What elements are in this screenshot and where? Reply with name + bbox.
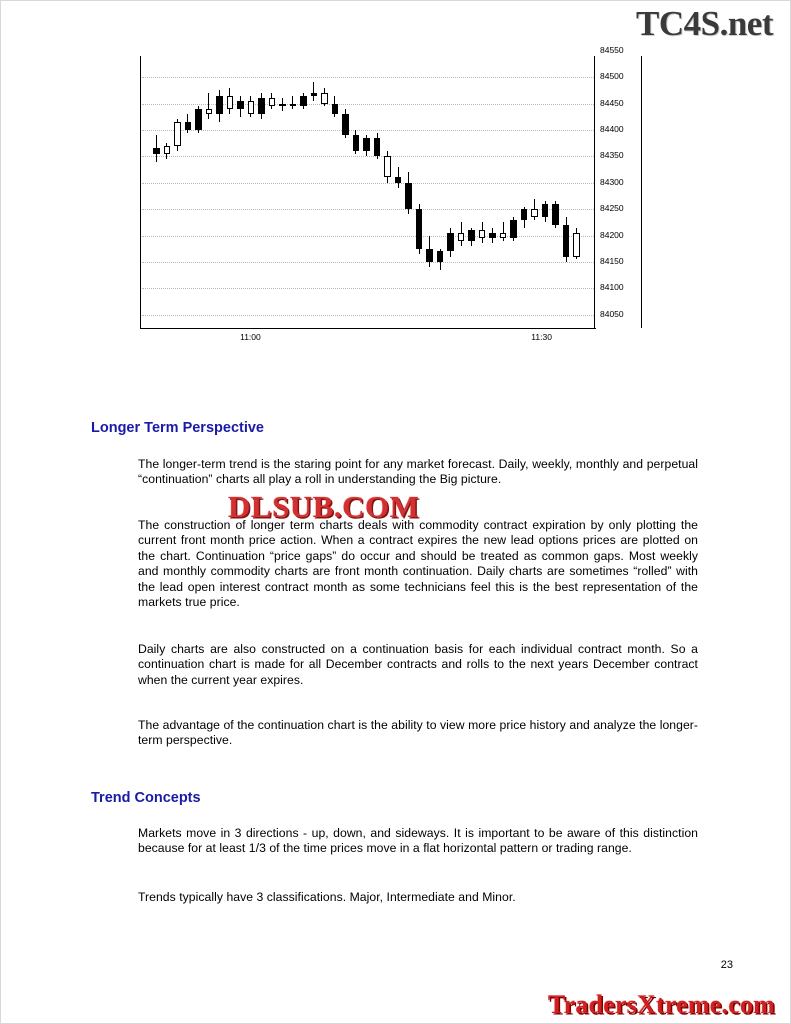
candlestick-body — [573, 233, 580, 257]
candlestick — [405, 56, 412, 328]
paragraph-longer-term-1: The longer-term trend is the staring point for any market forecast. Daily, weekly, monthly and perpetual “continuation” charts all play a roll in understanding the Big picture. — [138, 457, 698, 487]
candlestick-body — [185, 122, 192, 130]
candlestick-body — [510, 220, 517, 238]
candlestick-body — [500, 233, 507, 238]
section-heading-longer-term-perspective: Longer Term Perspective — [91, 420, 264, 436]
candlestick-body — [290, 104, 297, 107]
candlestick — [426, 56, 433, 328]
candlestick — [531, 56, 538, 328]
paragraph-longer-term-3: Daily charts are also constructed on a continuation basis for each individual contract month. So a continuation chart is made for all December contracts and rolls to the next years December contract when the current year expires. — [138, 642, 698, 687]
center-watermark: DLSUB.COM — [228, 489, 420, 524]
candlestick — [458, 56, 465, 328]
candlestick — [174, 56, 181, 328]
candlestick-body — [416, 209, 423, 249]
footer-brand-watermark: TradersXtreme.com — [548, 990, 775, 1019]
chart-x-tick-label: 11:30 — [531, 332, 552, 342]
candlestick — [279, 56, 286, 328]
candlestick-body — [300, 96, 307, 107]
chart-x-tick-label: 11:00 — [240, 332, 261, 342]
candlestick — [195, 56, 202, 328]
candlestick — [342, 56, 349, 328]
chart-y-axis-labels — [598, 44, 642, 328]
candlestick-body — [552, 204, 559, 225]
candlestick-body — [531, 209, 538, 217]
candlestick — [311, 56, 318, 328]
paragraph-trend-2: Trends typically have 3 classifications. Major, Intermediate and Minor. — [138, 890, 516, 904]
paragraph-longer-term-4: The advantage of the continuation chart is the ability to view more price history and analyze the longer-term perspective. — [138, 718, 698, 748]
candlestick-body — [542, 204, 549, 217]
candlestick — [185, 56, 192, 328]
candlestick-body — [489, 233, 496, 238]
candlestick — [552, 56, 559, 328]
candlestick-wick — [208, 93, 209, 119]
chart-y-tick-label: 84550 — [600, 44, 624, 55]
candlestick-body — [269, 98, 276, 106]
candlestick — [510, 56, 517, 328]
price-chart — [140, 44, 640, 348]
candlestick — [468, 56, 475, 328]
candlestick-body — [437, 251, 444, 262]
candlestick — [164, 56, 171, 328]
candlestick — [269, 56, 276, 328]
candlestick — [353, 56, 360, 328]
chart-y-tick-label: 84450 — [600, 97, 624, 108]
candlestick — [437, 56, 444, 328]
candlestick-body — [426, 249, 433, 262]
candlestick-body — [153, 148, 160, 153]
candlestick-body — [342, 114, 349, 135]
chart-y-tick-label: 84400 — [600, 123, 624, 134]
candlestick — [258, 56, 265, 328]
candlestick-body — [321, 93, 328, 104]
candlestick-body — [174, 122, 181, 146]
candlestick — [237, 56, 244, 328]
candlestick — [300, 56, 307, 328]
candlestick-body — [458, 233, 465, 241]
chart-y-tick-label: 84100 — [600, 282, 624, 293]
candlestick-body — [563, 225, 570, 257]
candlestick-body — [521, 209, 528, 220]
candlestick-body — [479, 230, 486, 238]
candlestick — [416, 56, 423, 328]
candlestick — [374, 56, 381, 328]
candlestick-body — [468, 230, 475, 241]
candlestick-body — [374, 138, 381, 156]
candlestick — [363, 56, 370, 328]
candlestick — [153, 56, 160, 328]
section-heading-trend-concepts: Trend Concepts — [91, 790, 201, 806]
chart-y-tick-label: 84050 — [600, 308, 624, 319]
candlestick-body — [363, 138, 370, 151]
candlestick — [227, 56, 234, 328]
chart-right-axis — [594, 56, 595, 328]
candlestick-body — [206, 109, 213, 114]
chart-y-tick-label: 84500 — [600, 71, 624, 82]
candlestick — [395, 56, 402, 328]
candlestick — [290, 56, 297, 328]
chart-y-tick-label: 84250 — [600, 203, 624, 214]
candlestick-body — [248, 101, 255, 114]
candlestick-body — [237, 101, 244, 109]
candlestick-body — [164, 146, 171, 154]
chart-y-tick-label: 84300 — [600, 176, 624, 187]
candlestick — [542, 56, 549, 328]
chart-plot-area — [140, 56, 595, 328]
candlestick-body — [227, 96, 234, 109]
candlestick — [479, 56, 486, 328]
candlestick-wick — [292, 96, 293, 109]
chart-y-tick-label: 84350 — [600, 150, 624, 161]
candlestick-body — [395, 177, 402, 182]
candlestick — [384, 56, 391, 328]
paragraph-trend-1: Markets move in 3 directions - up, down, and sideways. It is important to be aware of this distinction because for at least 1/3 of the time prices move in a flat horizontal pattern or trading range. — [138, 826, 698, 856]
candlestick-body — [384, 156, 391, 177]
candlestick — [332, 56, 339, 328]
candlestick — [206, 56, 213, 328]
candlestick-body — [258, 98, 265, 114]
paragraph-longer-term-2: The construction of longer term charts deals with commodity contract expiration by only plotting the current front month price action. When a contract expires the new lead options prices are plotted on the chart. Continuation “price gaps” do occur and should be treated as common gaps. Most weekly and monthly commodity charts are front month continuation. Daily charts are sometimes “rolled” with the lead open interest contract month as some technicians feel this is the best representation of the markets true price. — [138, 518, 698, 610]
candlestick — [563, 56, 570, 328]
candlestick — [447, 56, 454, 328]
candlestick-body — [353, 135, 360, 151]
candlestick-body — [195, 109, 202, 130]
candlestick — [321, 56, 328, 328]
chart-y-tick-label: 84150 — [600, 255, 624, 266]
candlestick — [521, 56, 528, 328]
candlestick — [216, 56, 223, 328]
candlestick-body — [332, 104, 339, 115]
page-number: 23 — [720, 959, 733, 971]
candlestick — [500, 56, 507, 328]
chart-bottom-axis — [140, 328, 596, 329]
candlestick-body — [405, 183, 412, 209]
candlestick — [489, 56, 496, 328]
header-brand-watermark: TC4S.net — [636, 4, 773, 43]
candlestick-body — [216, 96, 223, 114]
candlestick-body — [279, 104, 286, 107]
candlestick-wick — [313, 82, 314, 100]
candlestick — [248, 56, 255, 328]
candlestick — [573, 56, 580, 328]
candlestick-body — [311, 93, 318, 96]
candlestick-body — [447, 233, 454, 251]
chart-y-tick-label: 84200 — [600, 229, 624, 240]
